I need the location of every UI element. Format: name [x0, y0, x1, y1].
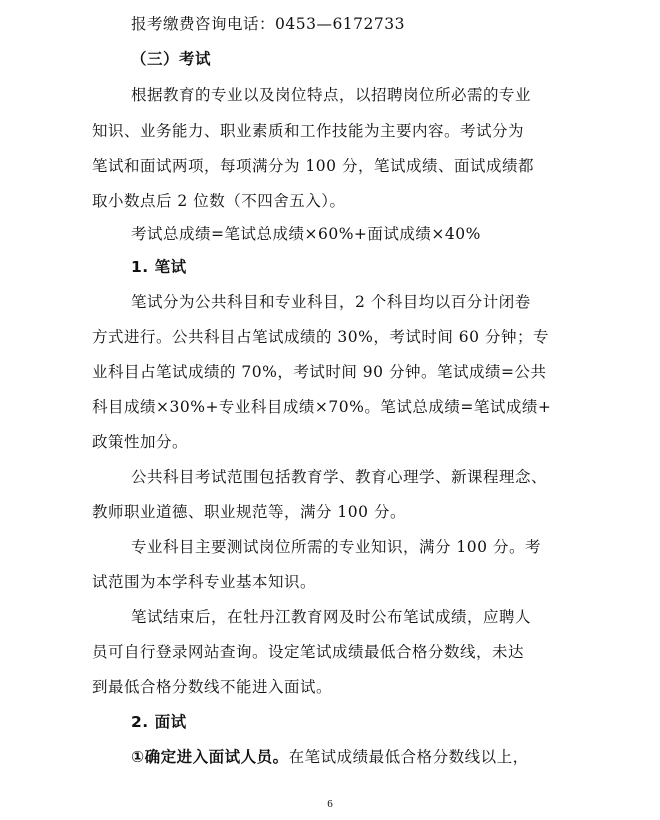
- paragraph-line: 笔试结束后，在牡丹江教育网及时公布笔试成绩，应聘人: [131, 608, 532, 626]
- paragraph-line: 教师职业道德、职业规范等，满分 100 分。: [92, 503, 406, 521]
- subheading-interview: 2. 面试: [131, 713, 187, 731]
- paragraph-line: 根据教育的专业以及岗位特点，以招聘岗位所必需的专业: [131, 86, 532, 104]
- paragraph-line: 专业科目主要测试岗位所需的专业知识，满分 100 分。考: [131, 538, 541, 556]
- paragraph-line: 业科目占笔试成绩的 70%，考试时间 90 分钟。笔试成绩=公共: [92, 363, 547, 381]
- paragraph-line: 试范围为本学科专业基本知识。: [92, 573, 317, 591]
- paragraph-line-interview: [131, 745, 529, 769]
- fee-inquiry-phone: 报考缴费咨询电话：0453—6172733: [131, 15, 405, 33]
- paragraph-line: 知识、业务能力、职业素质和工作技能为主要内容。考试分为: [92, 122, 525, 140]
- page-number: 6: [327, 798, 333, 810]
- paragraph-line: 公共科目考试范围包括教育学、教育心理学、新课程理念、: [131, 468, 548, 486]
- total-score-formula: 考试总成绩=笔试总成绩×60%+面试成绩×40%: [131, 225, 481, 243]
- paragraph-line: 到最低合格分数线不能进入面试。: [92, 678, 333, 696]
- paragraph-line: 笔试和面试两项，每项满分为 100 分，笔试成绩、面试成绩都: [92, 157, 534, 175]
- section-heading-exam: （三）考试: [131, 50, 212, 68]
- paragraph-line: 方式进行。公共科目占笔试成绩的 30%，考试时间 60 分钟；专: [92, 328, 549, 346]
- interview-step-text: 在笔试成绩最低合格分数线以上，: [288, 748, 529, 766]
- paragraph-line: 科目成绩×30%+专业科目成绩×70%。笔试总成绩=笔试成绩+: [92, 398, 552, 416]
- paragraph-line: 取小数点后 2 位数（不四舍五入）。: [92, 192, 346, 210]
- subheading-written-exam: 1. 笔试: [131, 258, 187, 276]
- interview-step-title: ①确定进入面试人员。: [131, 748, 289, 766]
- paragraph-line: 笔试分为公共科目和专业科目，2 个科目均以百分计闭卷: [131, 293, 531, 311]
- paragraph-line: 员可自行登录网站查询。设定笔试成绩最低合格分数线，未达: [92, 643, 525, 661]
- paragraph-line: 政策性加分。: [92, 433, 189, 451]
